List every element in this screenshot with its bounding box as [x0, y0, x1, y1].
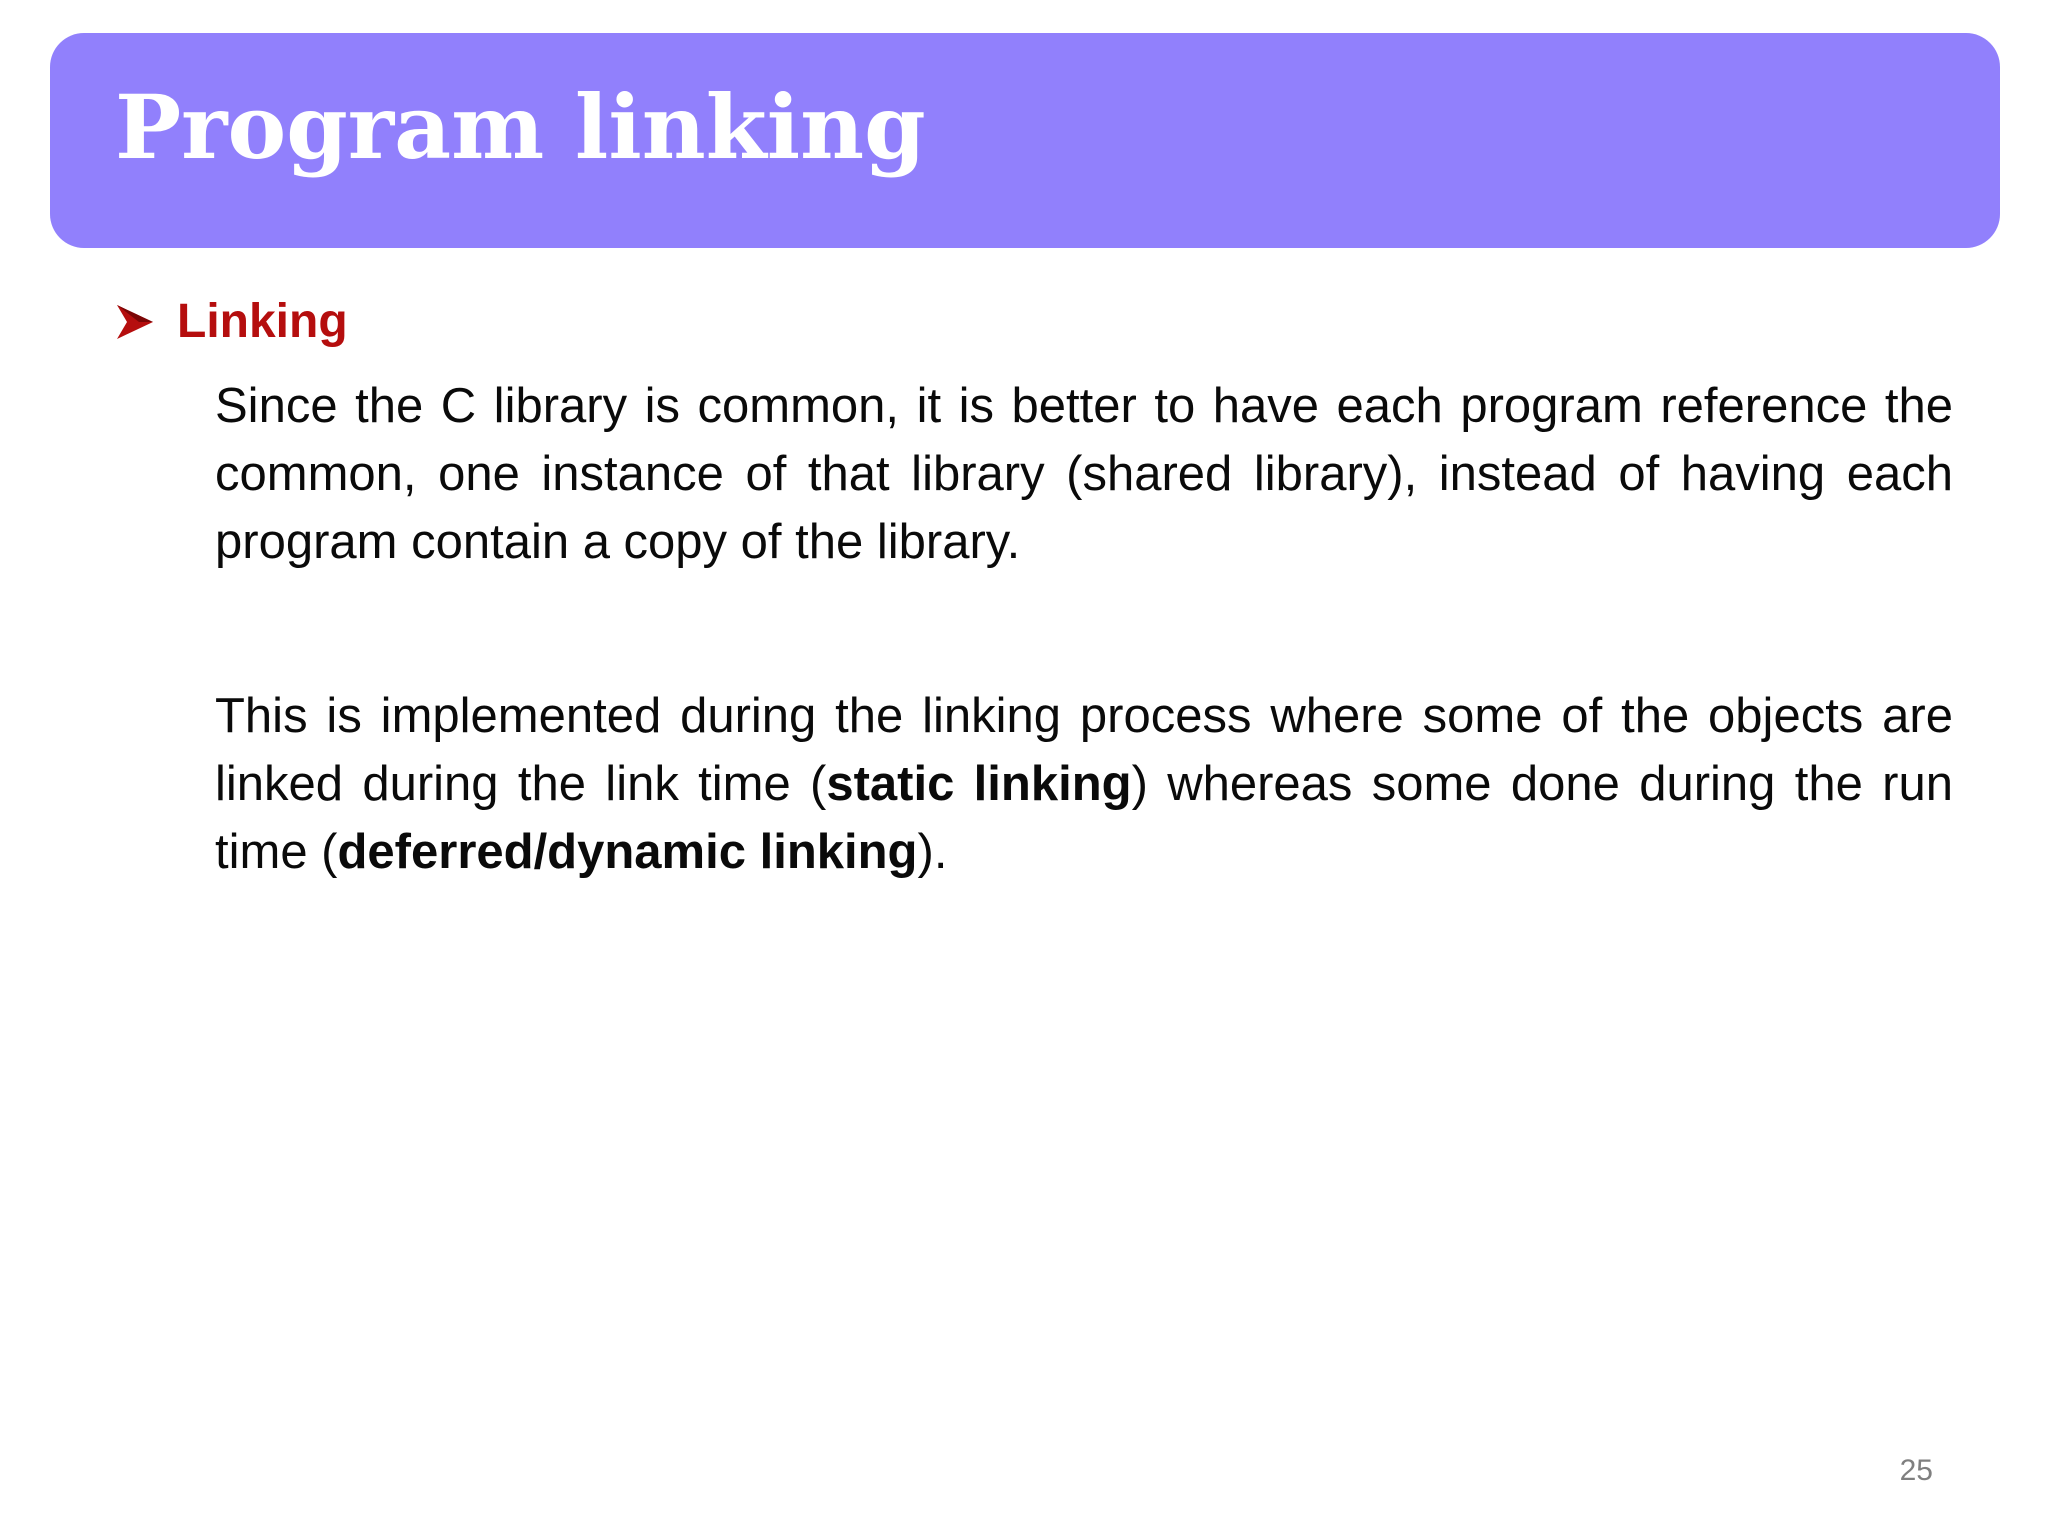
page-number: 25 [1899, 1454, 1933, 1487]
paragraph-text: ). [917, 825, 948, 879]
paragraph-text: ) whereas some done during the run time ( [215, 757, 1953, 879]
dynamic-linking-term: deferred/dynamic linking [337, 825, 918, 879]
arrow-bullet-icon [115, 302, 155, 342]
title-bar [50, 33, 2000, 248]
paragraph-text: This is implemented during the linking process where some of the objects are linked during the link time ( [215, 689, 1953, 811]
slide-title: Program linking [115, 75, 926, 179]
paragraph-linking-types [215, 682, 1953, 886]
bullet-row [115, 292, 348, 352]
bullet-heading: Linking [177, 295, 348, 348]
paragraph-shared-library: Since the C library is common, it is better to have each program reference the common, one instance of that library (shared library), instead of having each program contain a copy of the library. [215, 379, 1953, 569]
static-linking-term: static linking [826, 757, 1132, 811]
